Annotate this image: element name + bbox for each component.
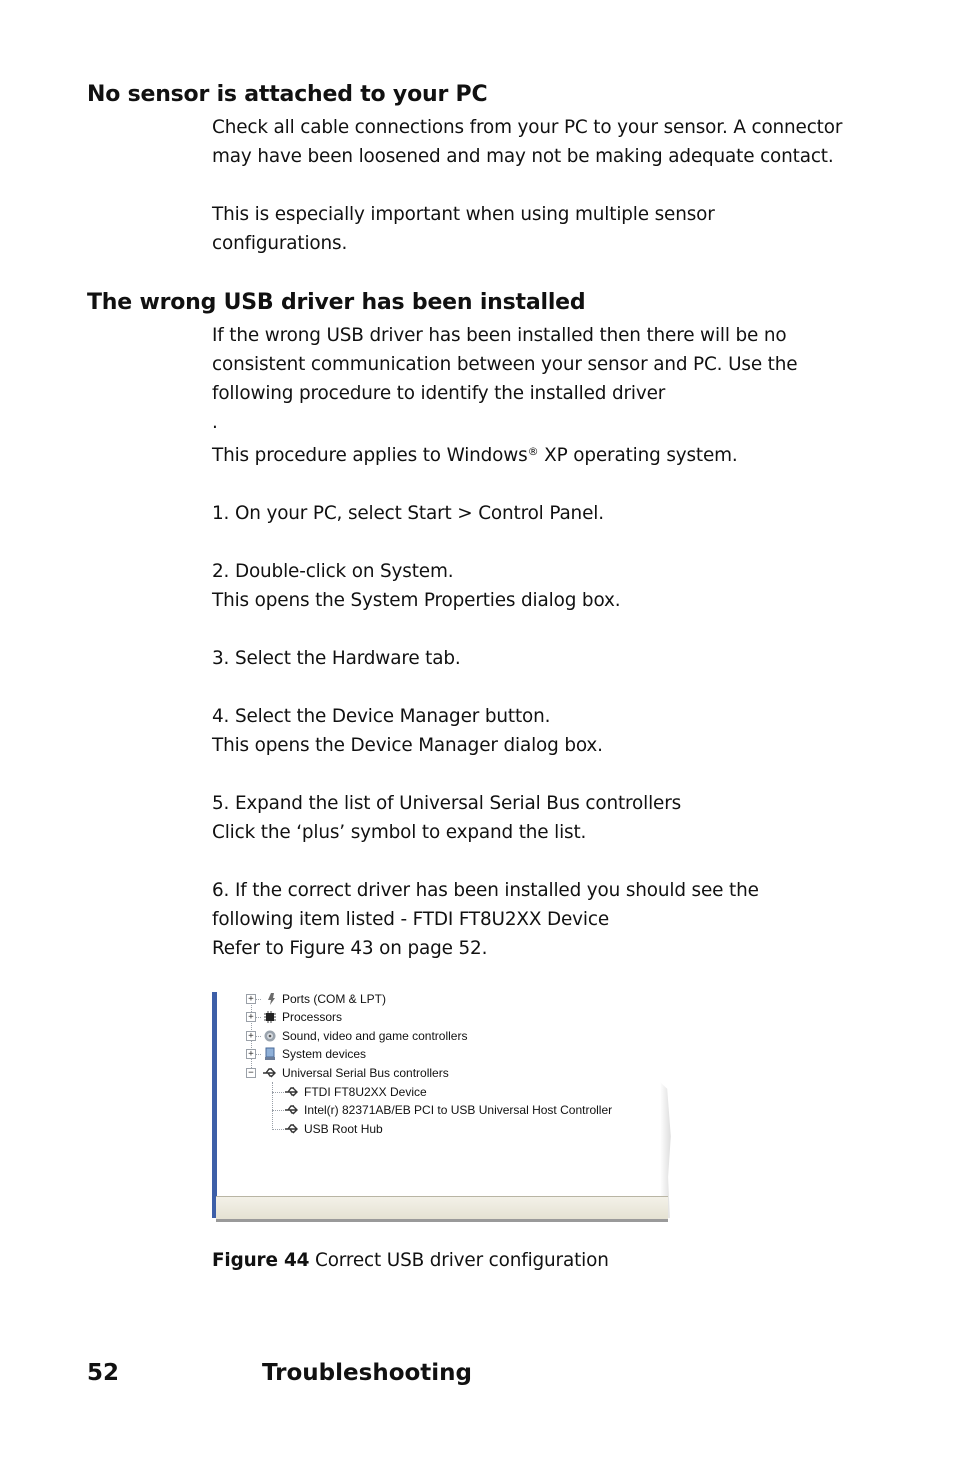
tree-item-ports[interactable] (246, 990, 386, 1008)
applies-pre: This procedure applies to Windows (212, 445, 528, 466)
speaker-icon (262, 1029, 278, 1043)
tree-item-processors[interactable] (246, 1008, 342, 1026)
registered-mark: ® (527, 445, 539, 458)
paragraph-line: If the wrong USB driver has been installed then there will be no (212, 325, 787, 346)
step-6-line3: Refer to Figure 43 on page 52. (212, 938, 488, 959)
tree-item-label: USB Root Hub (304, 1122, 383, 1136)
tree-item-label: FTDI FT8U2XX Device (304, 1085, 427, 1099)
tree-item-label: Sound, video and game controllers (282, 1029, 468, 1043)
step-2: 2. Double-click on System. (212, 561, 454, 582)
expand-plus-icon[interactable]: + (246, 1031, 256, 1041)
window-status-bar (216, 1196, 668, 1219)
figure-caption-text: Correct USB driver configuration (309, 1250, 609, 1271)
tree-item-intel-host-controller[interactable] (284, 1101, 612, 1119)
tree-item-usb-controllers[interactable] (246, 1064, 449, 1082)
figure-caption-label: Figure 44 (212, 1250, 310, 1271)
figure-caption (212, 1250, 609, 1271)
ports-connector-icon (262, 992, 278, 1006)
processor-chip-icon (262, 1010, 278, 1024)
tree-item-label: Intel(r) 82371AB/EB PCI to USB Universal Host Controller (304, 1103, 613, 1117)
device-manager-screenshot (212, 982, 680, 1232)
paragraph-line: This is especially important when using multiple sensor (212, 204, 715, 225)
page-number: 52 (87, 1360, 120, 1386)
tree-item-system-devices[interactable] (246, 1045, 366, 1063)
window-left-border (212, 992, 217, 1218)
paragraph-line: Check all cable connections from your PC to your sensor. A connector (212, 117, 843, 138)
step-1: 1. On your PC, select Start > Control Panel. (212, 503, 604, 524)
paragraph-line: consistent communication between your sensor and PC. Use the (212, 354, 798, 375)
section-body-no-sensor (212, 113, 892, 258)
step-2-note: This opens the System Properties dialog box. (212, 590, 621, 611)
step-6-line1: 6. If the correct driver has been installed you should see the (212, 880, 759, 901)
tree-item-label: Processors (282, 1010, 343, 1024)
expand-plus-icon[interactable]: + (246, 994, 256, 1004)
step-5: 5. Expand the list of Universal Serial Bus controllers (212, 793, 682, 814)
usb-icon (284, 1122, 300, 1136)
step-6-line2: following item listed - FTDI FT8U2XX Device (212, 909, 610, 930)
usb-icon (262, 1066, 278, 1080)
step-5-note: Click the ‘plus’ symbol to expand the list. (212, 822, 587, 843)
section-heading-no-sensor: No sensor is attached to your PC (87, 82, 488, 107)
expand-plus-icon[interactable]: + (246, 1049, 256, 1059)
paragraph-line: configurations. (212, 233, 348, 254)
paragraph-line: may have been loosened and may not be making adequate contact. (212, 146, 834, 167)
tree-item-label: System devices (282, 1047, 367, 1061)
footer-section-title: Troubleshooting (262, 1360, 473, 1386)
tree-item-ftdi-device[interactable] (284, 1083, 427, 1101)
tree-item-usb-root-hub[interactable] (284, 1120, 383, 1138)
collapse-minus-icon[interactable]: − (246, 1068, 256, 1078)
computer-icon (262, 1047, 278, 1061)
section-body-wrong-usb-driver (212, 321, 892, 963)
tree-item-label: Ports (COM & LPT) (282, 992, 387, 1006)
applies-post: XP operating system. (538, 445, 738, 466)
paragraph-line: . (212, 412, 218, 433)
step-4: 4. Select the Device Manager button. (212, 706, 551, 727)
expand-plus-icon[interactable]: + (246, 1012, 256, 1022)
usb-icon (284, 1103, 300, 1117)
tree-item-label: Universal Serial Bus controllers (282, 1066, 449, 1080)
step-3: 3. Select the Hardware tab. (212, 648, 461, 669)
paragraph-line: following procedure to identify the installed driver (212, 383, 666, 404)
applies-line (212, 437, 892, 470)
tree-item-sound[interactable] (246, 1027, 467, 1045)
step-4-note: This opens the Device Manager dialog box. (212, 735, 603, 756)
usb-icon (284, 1085, 300, 1099)
section-heading-wrong-usb-driver: The wrong USB driver has been installed (87, 290, 586, 315)
